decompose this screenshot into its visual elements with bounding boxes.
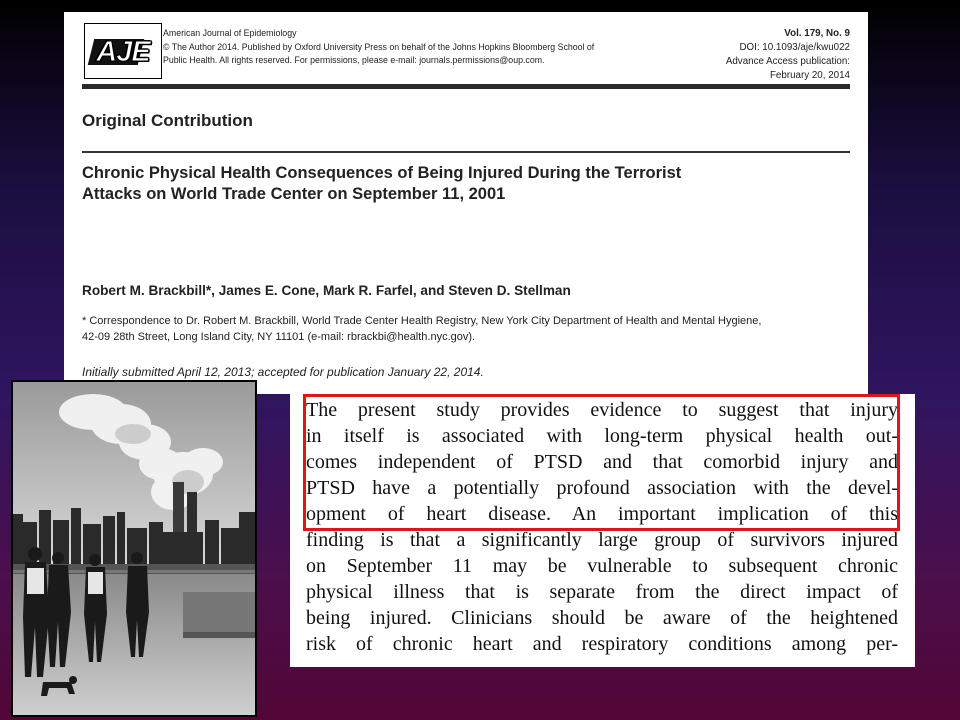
journal-name: American Journal of Epidemiology bbox=[163, 28, 297, 38]
journal-logo-text: AJE bbox=[96, 36, 150, 68]
article-title bbox=[82, 163, 782, 205]
correspondence-line-1: * Correspondence to Dr. Robert M. Brackbill, World Trade Center Health Registry, New York City Department of Health and Mental Hygiene, bbox=[82, 315, 762, 327]
pub-date: February 20, 2014 bbox=[769, 70, 850, 81]
correspondence-line-2: 42-09 28th Street, Long Island City, NY 11101 (e-mail: rbrackbi@health.nyc.gov). bbox=[82, 330, 476, 343]
quote-line: in itself is associated with long-term physical health out- bbox=[306, 425, 898, 447]
author-list: Robert M. Brackbill*, James E. Cone, Mark R. Farfel, and Steven D. Stellman bbox=[82, 283, 571, 298]
issue-info bbox=[726, 27, 850, 83]
wtc-photo-image bbox=[13, 382, 255, 715]
quote-line: PTSD have a potentially profound association with the devel- bbox=[306, 477, 898, 499]
section-label: Original Contribution bbox=[82, 111, 253, 130]
quote-line: opment of heart disease. An important implication of this bbox=[306, 503, 898, 525]
copyright-line-1: © The Author 2014. Published by Oxford University Press on behalf of the Johns Hopkins Bloomberg School of bbox=[163, 41, 595, 52]
quote-line: The present study provides evidence to suggest that injury bbox=[306, 399, 898, 421]
quote-line: finding is that a significantly large group of survivors injured bbox=[306, 529, 898, 551]
quote-line: risk of chronic heart and respiratory conditions among per- bbox=[306, 633, 898, 655]
wtc-photo bbox=[11, 380, 257, 717]
highlight-box bbox=[303, 394, 900, 531]
quote-line: being injured. Clinicians should be aware of the heightened bbox=[306, 607, 898, 629]
submission-dates: Initially submitted April 12, 2013; accepted for publication January 22, 2014. bbox=[82, 365, 484, 379]
journal-logo bbox=[84, 23, 162, 79]
quote-line: comes independent of PTSD and that comorbid injury and bbox=[306, 451, 898, 473]
quote-line: on September 11 may be vulnerable to subsequent chronic bbox=[306, 555, 898, 577]
correspondence bbox=[82, 314, 842, 345]
article-title-line-2: Attacks on World Trade Center on September 11, 2001 bbox=[82, 185, 506, 203]
section-divider bbox=[82, 151, 850, 153]
volume: Vol. 179, No. 9 bbox=[784, 28, 850, 39]
paper-header-page bbox=[64, 12, 868, 394]
doi: DOI: 10.1093/aje/kwu022 bbox=[739, 42, 850, 53]
article-title-line-1: Chronic Physical Health Consequences of Being Injured During the Terrorist bbox=[82, 164, 682, 182]
copyright-line-2: Public Health. All rights reserved. For permissions, please e-mail: journals.permissions@oup.com. bbox=[163, 55, 545, 65]
header-divider bbox=[82, 84, 850, 89]
advance-access: Advance Access publication: bbox=[725, 56, 850, 67]
journal-info bbox=[163, 27, 663, 68]
quote-line: physical illness that is separate from the direct impact of bbox=[306, 581, 898, 603]
